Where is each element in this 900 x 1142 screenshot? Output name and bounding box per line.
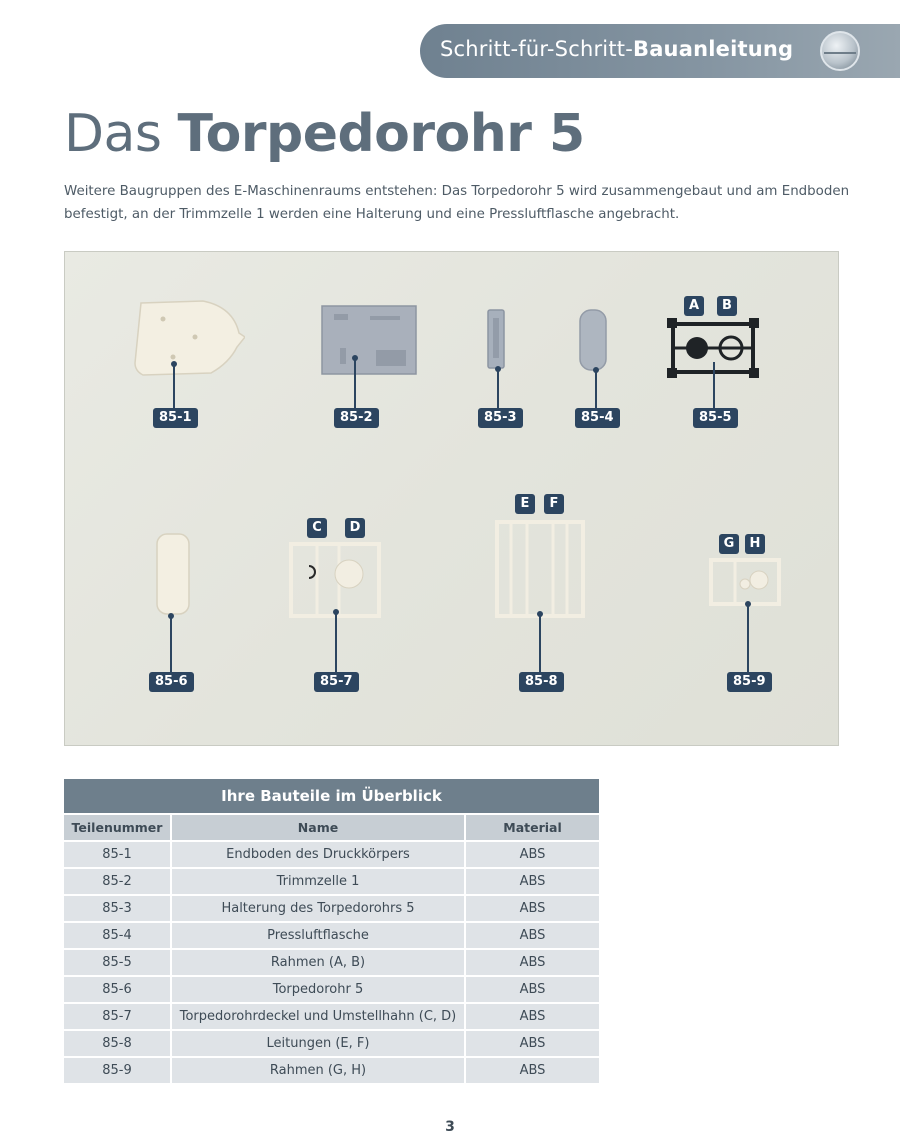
leader-line [595, 370, 597, 408]
cell-name: Leitungen (E, F) [172, 1031, 466, 1056]
cell-part-number: 85-1 [64, 842, 172, 867]
letter-label-h: H [745, 534, 765, 554]
cell-part-number: 85-6 [64, 977, 172, 1002]
leader-line [747, 604, 749, 672]
table-row [64, 1031, 599, 1056]
cell-material: ABS [466, 1004, 599, 1029]
part-label-85-9: 85-9 [727, 672, 772, 692]
table-header-row [64, 815, 599, 840]
column-header-name: Name [172, 815, 466, 840]
leader-line [539, 614, 541, 672]
cell-name: Endboden des Druckkörpers [172, 842, 466, 867]
parts-table [64, 779, 599, 1085]
table-title: Ihre Bauteile im Überblick [64, 779, 599, 813]
table-row [64, 1004, 599, 1029]
parts-photo [64, 251, 839, 746]
part-label-85-5: 85-5 [693, 408, 738, 428]
cell-material: ABS [466, 950, 599, 975]
globe-icon [820, 31, 860, 71]
header-ribbon [420, 24, 900, 78]
cell-part-number: 85-3 [64, 896, 172, 921]
part-label-85-7: 85-7 [314, 672, 359, 692]
part-image-85-2 [320, 304, 418, 376]
letter-label-c: C [307, 518, 327, 538]
letter-label-e: E [515, 494, 535, 514]
ribbon-title: Schritt-für-Schritt-Bauanleitung [440, 37, 794, 61]
part-image-85-8 [493, 518, 587, 620]
leader-line [713, 362, 715, 408]
cell-part-number: 85-2 [64, 869, 172, 894]
cell-name: Pressluftflasche [172, 923, 466, 948]
column-header-teilenummer: Teilenummer [64, 815, 172, 840]
part-label-85-2: 85-2 [334, 408, 379, 428]
page-number: 3 [445, 1119, 455, 1135]
cell-part-number: 85-7 [64, 1004, 172, 1029]
page-title: Das Torpedorohr 5 [64, 104, 585, 164]
leader-line [497, 369, 499, 408]
part-image-85-7 [287, 540, 383, 620]
cell-material: ABS [466, 1058, 599, 1083]
letter-label-a: A [684, 296, 704, 316]
cell-part-number: 85-8 [64, 1031, 172, 1056]
part-label-85-8: 85-8 [519, 672, 564, 692]
part-image-85-9 [707, 556, 783, 608]
table-row [64, 950, 599, 975]
table-row [64, 923, 599, 948]
part-image-85-6 [153, 532, 193, 616]
part-image-85-4 [577, 308, 609, 372]
cell-material: ABS [466, 977, 599, 1002]
table-row [64, 896, 599, 921]
cell-material: ABS [466, 923, 599, 948]
cell-part-number: 85-5 [64, 950, 172, 975]
leader-line [173, 364, 175, 408]
part-label-85-4: 85-4 [575, 408, 620, 428]
part-label-85-3: 85-3 [478, 408, 523, 428]
leader-line [170, 616, 172, 672]
part-image-85-3 [485, 308, 507, 370]
table-row [64, 869, 599, 894]
letter-label-b: B [717, 296, 737, 316]
cell-name: Torpedorohr 5 [172, 977, 466, 1002]
letter-label-f: F [544, 494, 564, 514]
parts-table-grid [64, 813, 599, 1085]
cell-name: Rahmen (G, H) [172, 1058, 466, 1083]
cell-part-number: 85-4 [64, 923, 172, 948]
leader-line [354, 358, 356, 408]
table-row [64, 977, 599, 1002]
table-row [64, 1058, 599, 1083]
column-header-material: Material [466, 815, 599, 840]
intro-text: Weitere Baugruppen des E-Maschinenraums entstehen: Das Torpedorohr 5 wird zusammengebaut und am Endboden befestigt, an der Trimmzelle 1 werden eine Halterung und eine Pressluftflasche angebracht. [64, 184, 850, 222]
cell-material: ABS [466, 842, 599, 867]
cell-material: ABS [466, 869, 599, 894]
cell-name: Rahmen (A, B) [172, 950, 466, 975]
leader-line [335, 612, 337, 672]
cell-name: Trimmzelle 1 [172, 869, 466, 894]
letter-label-g: G [719, 534, 739, 554]
cell-name: Torpedorohrdeckel und Umstellhahn (C, D) [172, 1004, 466, 1029]
cell-part-number: 85-9 [64, 1058, 172, 1083]
cell-material: ABS [466, 896, 599, 921]
table-row [64, 842, 599, 867]
letter-label-d: D [345, 518, 365, 538]
cell-name: Halterung des Torpedorohrs 5 [172, 896, 466, 921]
part-label-85-1: 85-1 [153, 408, 198, 428]
cell-material: ABS [466, 1031, 599, 1056]
part-image-85-1 [133, 297, 245, 377]
part-label-85-6: 85-6 [149, 672, 194, 692]
